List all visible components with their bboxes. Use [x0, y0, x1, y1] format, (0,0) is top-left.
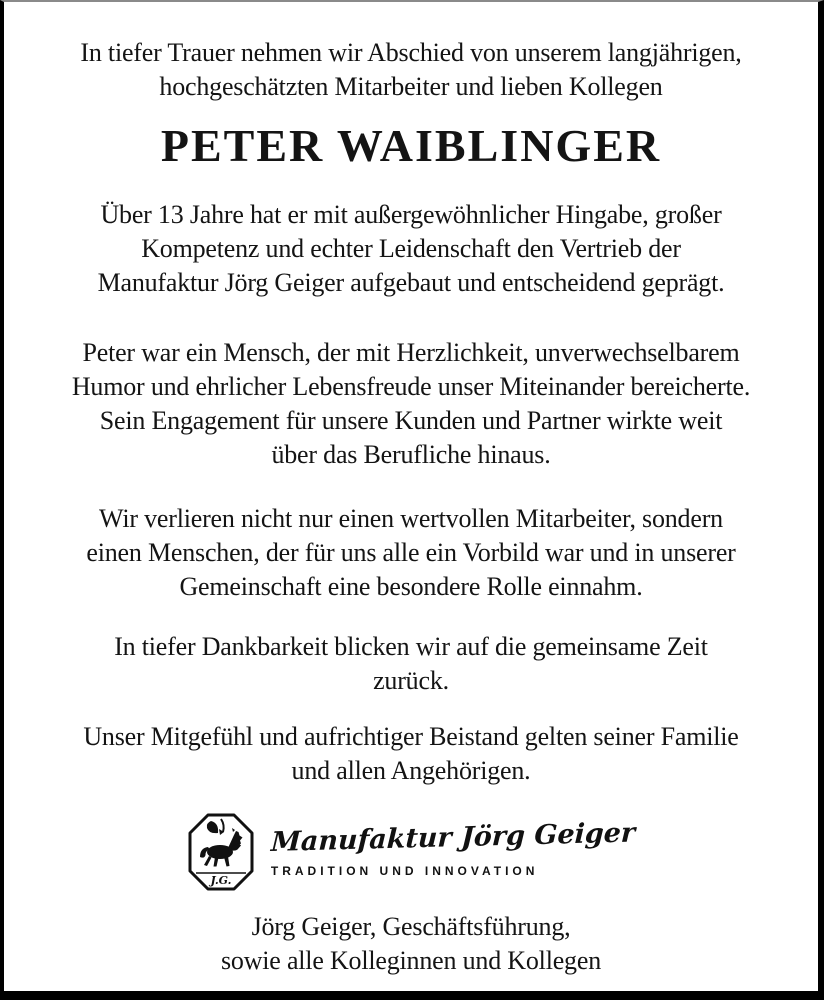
paragraph-line: In tiefer Dankbarkeit blicken wir auf die gemeinsame Zeit: [114, 632, 708, 661]
paragraph-line: Unser Mitgefühl und aufrichtiger Beistand gelten seiner Familie: [83, 722, 739, 751]
paragraph-line: einen Menschen, der für uns alle ein Vorbild war und in unserer: [86, 538, 736, 567]
paragraph-line: zurück.: [373, 666, 449, 695]
paragraph-line: Über 13 Jahre hat er mit außergewöhnlicher Hingabe, großer: [100, 200, 722, 229]
signature-line: Jörg Geiger, Geschäftsführung,: [251, 912, 571, 941]
intro-line: hochgeschätzten Mitarbeiter und lieben Kollegen: [159, 72, 663, 101]
logo-text: [270, 816, 636, 878]
paragraph-line: Wir verlieren nicht nur einen wertvollen Mitarbeiter, sondern: [99, 504, 723, 533]
monogram: J.G.: [210, 874, 232, 887]
intro-line: In tiefer Trauer nehmen wir Abschied von unserem langjährigen,: [80, 38, 742, 67]
paragraph-line: Humor und ehrlicher Lebensfreude unser Miteinander bereicherte.: [71, 372, 751, 401]
paragraph-line: Kompetenz und echter Leidenschaft den Vertrieb der: [141, 234, 681, 263]
obituary-content: [4, 2, 818, 991]
intro-text: [4, 36, 818, 104]
signature: [4, 910, 818, 978]
paragraph-dedication: [4, 198, 818, 300]
paragraph-gratitude: [4, 630, 818, 698]
paragraph-line: und allen Angehörigen.: [291, 756, 531, 785]
paragraph-line: Manufaktur Jörg Geiger aufgebaut und entscheidend geprägt.: [97, 268, 725, 297]
paragraph-line: Sein Engagement für unsere Kunden und Partner wirkte weit: [99, 406, 723, 435]
paragraph-line: Peter war ein Mensch, der mit Herzlichkeit, unverwechselbarem: [82, 338, 740, 367]
deceased-name: PETER WAIBLINGER: [160, 120, 662, 171]
company-logo: [4, 812, 818, 892]
paragraph-line: Gemeinschaft eine besondere Rolle einnahm.: [179, 572, 643, 601]
brand-tagline: TRADITION UND INNOVATION: [270, 863, 539, 878]
paragraph-loss: [4, 502, 818, 604]
brand-name: Manufaktur Jörg Geiger: [270, 816, 636, 858]
logo-badge: [187, 812, 255, 892]
paragraph-character: [4, 336, 818, 472]
paragraph-condolence: [4, 720, 818, 788]
signature-line: sowie alle Kolleginnen und Kollegen: [220, 946, 602, 975]
paragraph-line: über das Berufliche hinaus.: [271, 440, 551, 469]
